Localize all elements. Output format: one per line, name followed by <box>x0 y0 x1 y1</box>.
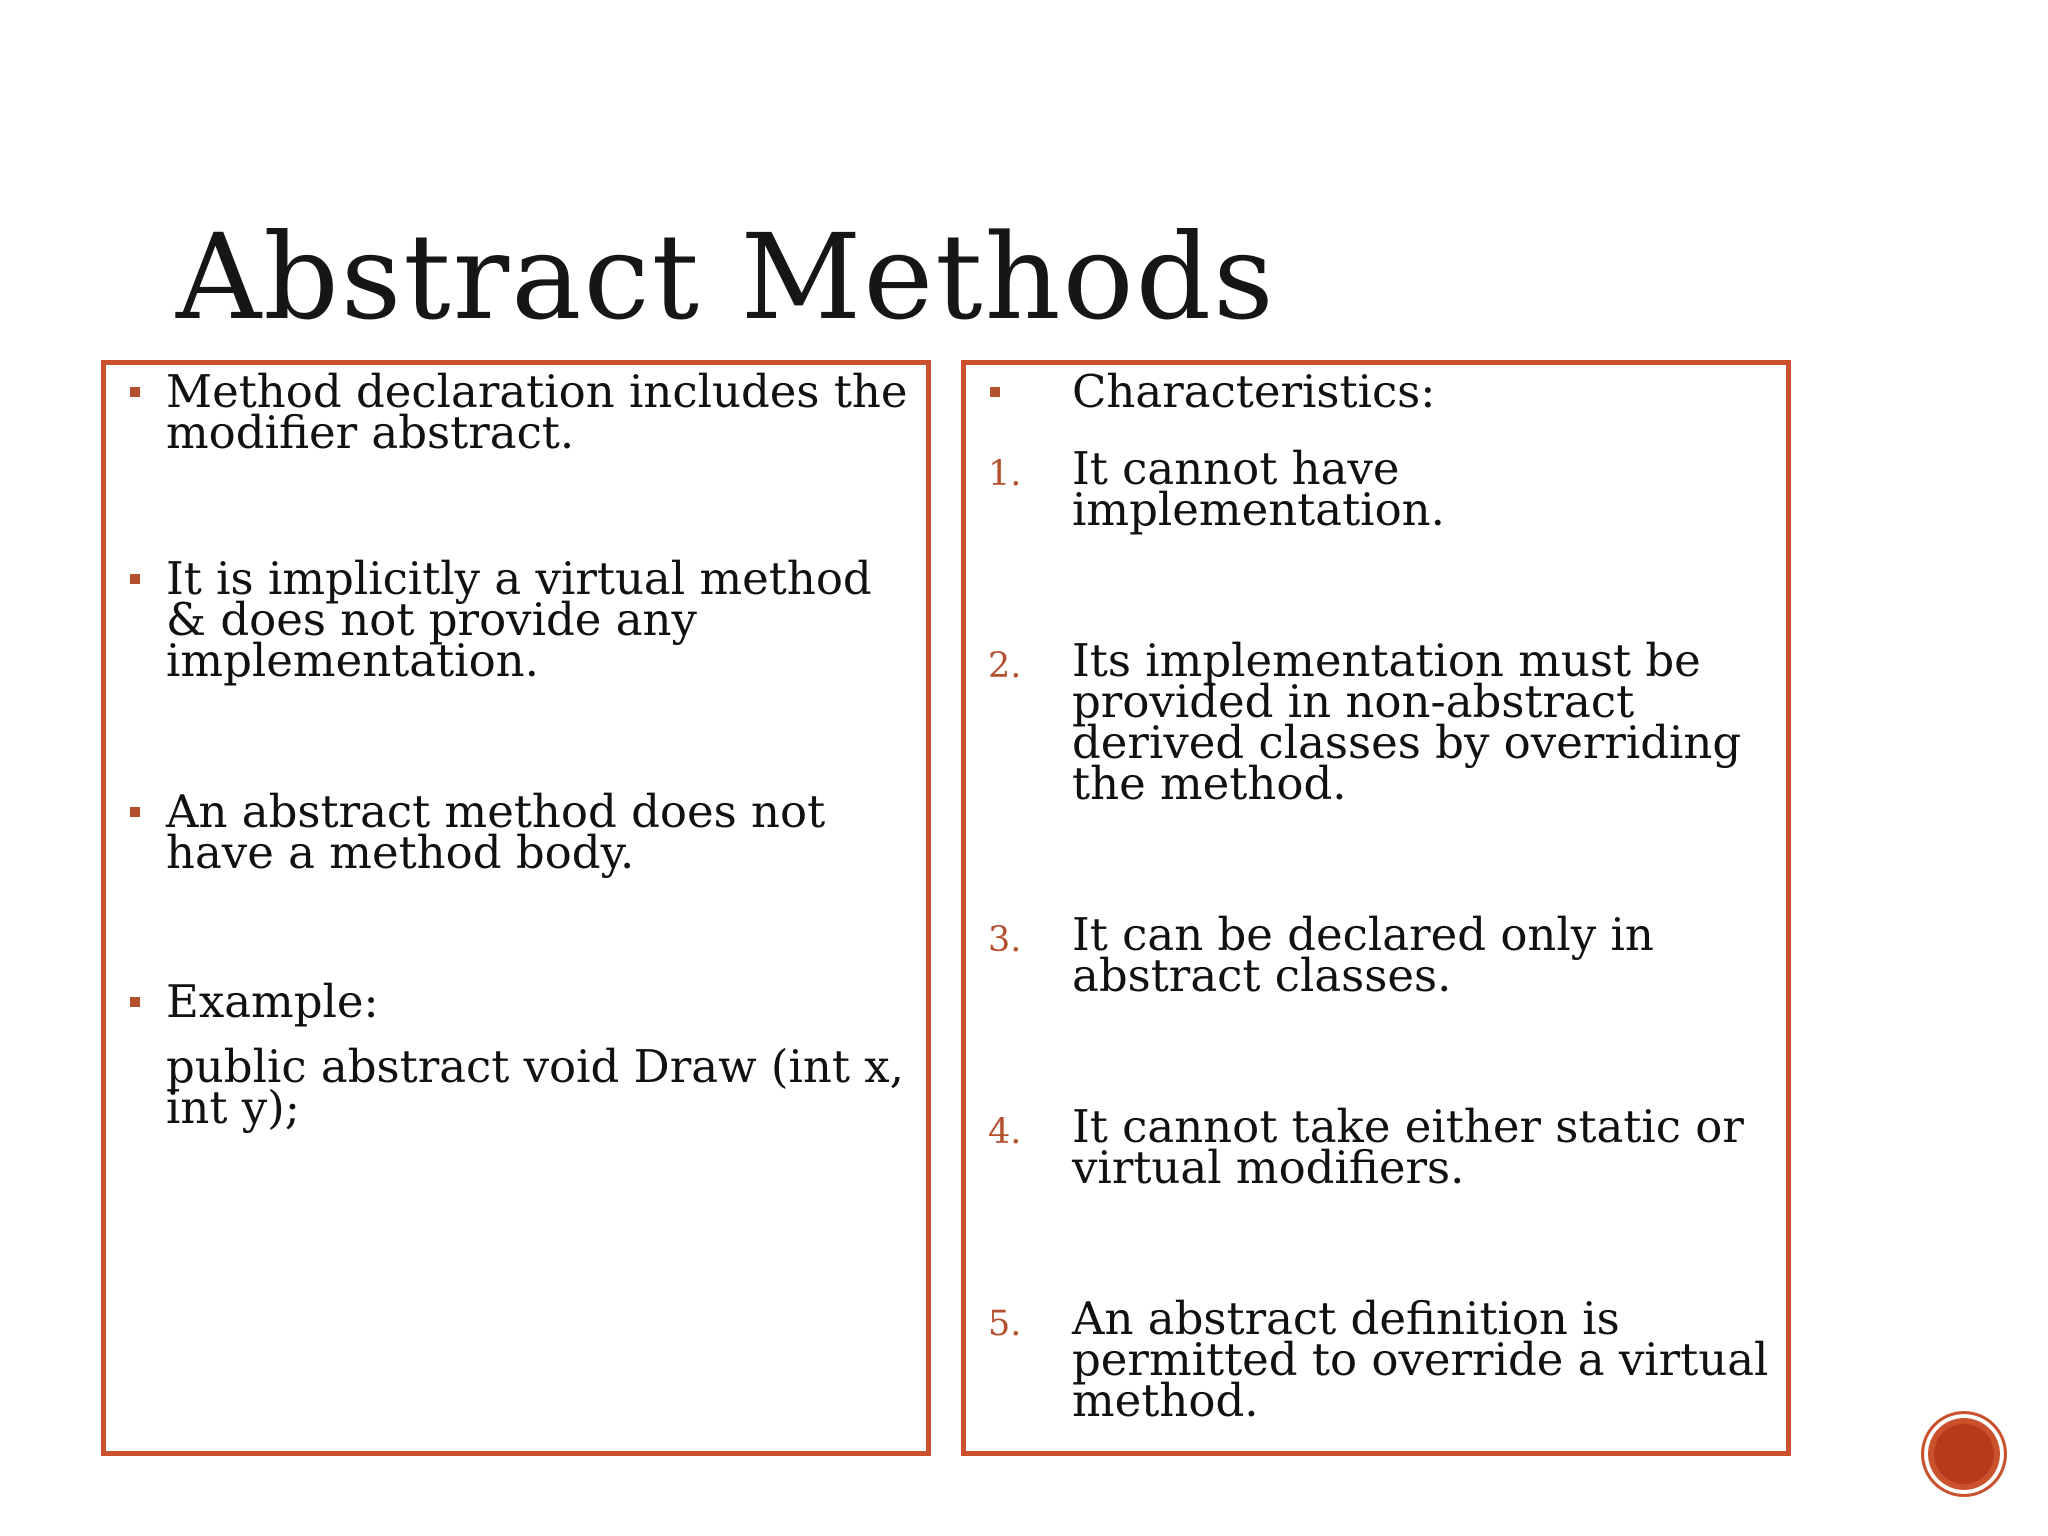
characteristic-item-3-text: It can be declared only in abstract classes. <box>1072 908 1654 1002</box>
code-example: public abstract void Draw (int x, int y); <box>166 1040 904 1134</box>
square-bullet-icon <box>130 997 140 1007</box>
square-bullet-icon <box>130 387 140 397</box>
square-bullet-icon <box>130 574 140 584</box>
characteristic-item-1-text: It cannot have implementation. <box>1072 442 1445 536</box>
characteristic-item-5 <box>966 1292 1782 1427</box>
slide-navigation-button[interactable] <box>1921 1411 2007 1497</box>
left-bullet-3-text: An abstract method does not have a method body. <box>166 785 826 879</box>
left-bullet-1-text: Method declaration includes the modifier abstract. <box>166 365 908 459</box>
list-number: 2. <box>988 646 1022 686</box>
characteristic-item-5-text: An abstract definition is permitted to override a virtual method. <box>1072 1292 1769 1427</box>
circle-icon <box>1934 1424 1994 1484</box>
list-number: 3. <box>988 920 1022 960</box>
left-bullet-4-text: Example: <box>166 975 379 1028</box>
right-content-panel <box>961 360 1791 1456</box>
characteristic-item-4-text: It cannot take either static or virtual modifiers. <box>1072 1100 1744 1194</box>
square-bullet-icon <box>990 387 1000 397</box>
left-bullet-3 <box>106 785 926 879</box>
left-bullet-4 <box>106 975 926 1028</box>
characteristic-item-3 <box>966 908 1782 1002</box>
characteristics-heading-text: Characteristics: <box>1072 365 1436 418</box>
left-bullet-2-text: It is implicitly a virtual method & does not provide any implementation. <box>166 552 872 687</box>
left-bullet-1 <box>106 365 926 459</box>
square-bullet-icon <box>130 807 140 817</box>
characteristic-item-2-text: Its implementation must be provided in non-abstract derived classes by overriding the method. <box>1072 634 1742 810</box>
characteristic-item-4 <box>966 1100 1782 1194</box>
characteristic-item-1 <box>966 442 1782 536</box>
list-number: 1. <box>988 454 1022 494</box>
list-number: 5. <box>988 1304 1022 1344</box>
left-bullet-2 <box>106 552 926 687</box>
list-number: 4. <box>988 1112 1022 1152</box>
characteristic-item-2 <box>966 634 1782 810</box>
characteristics-heading <box>966 365 1782 418</box>
slide-title: Abstract Methods <box>176 208 1276 346</box>
left-content-panel <box>101 360 931 1456</box>
